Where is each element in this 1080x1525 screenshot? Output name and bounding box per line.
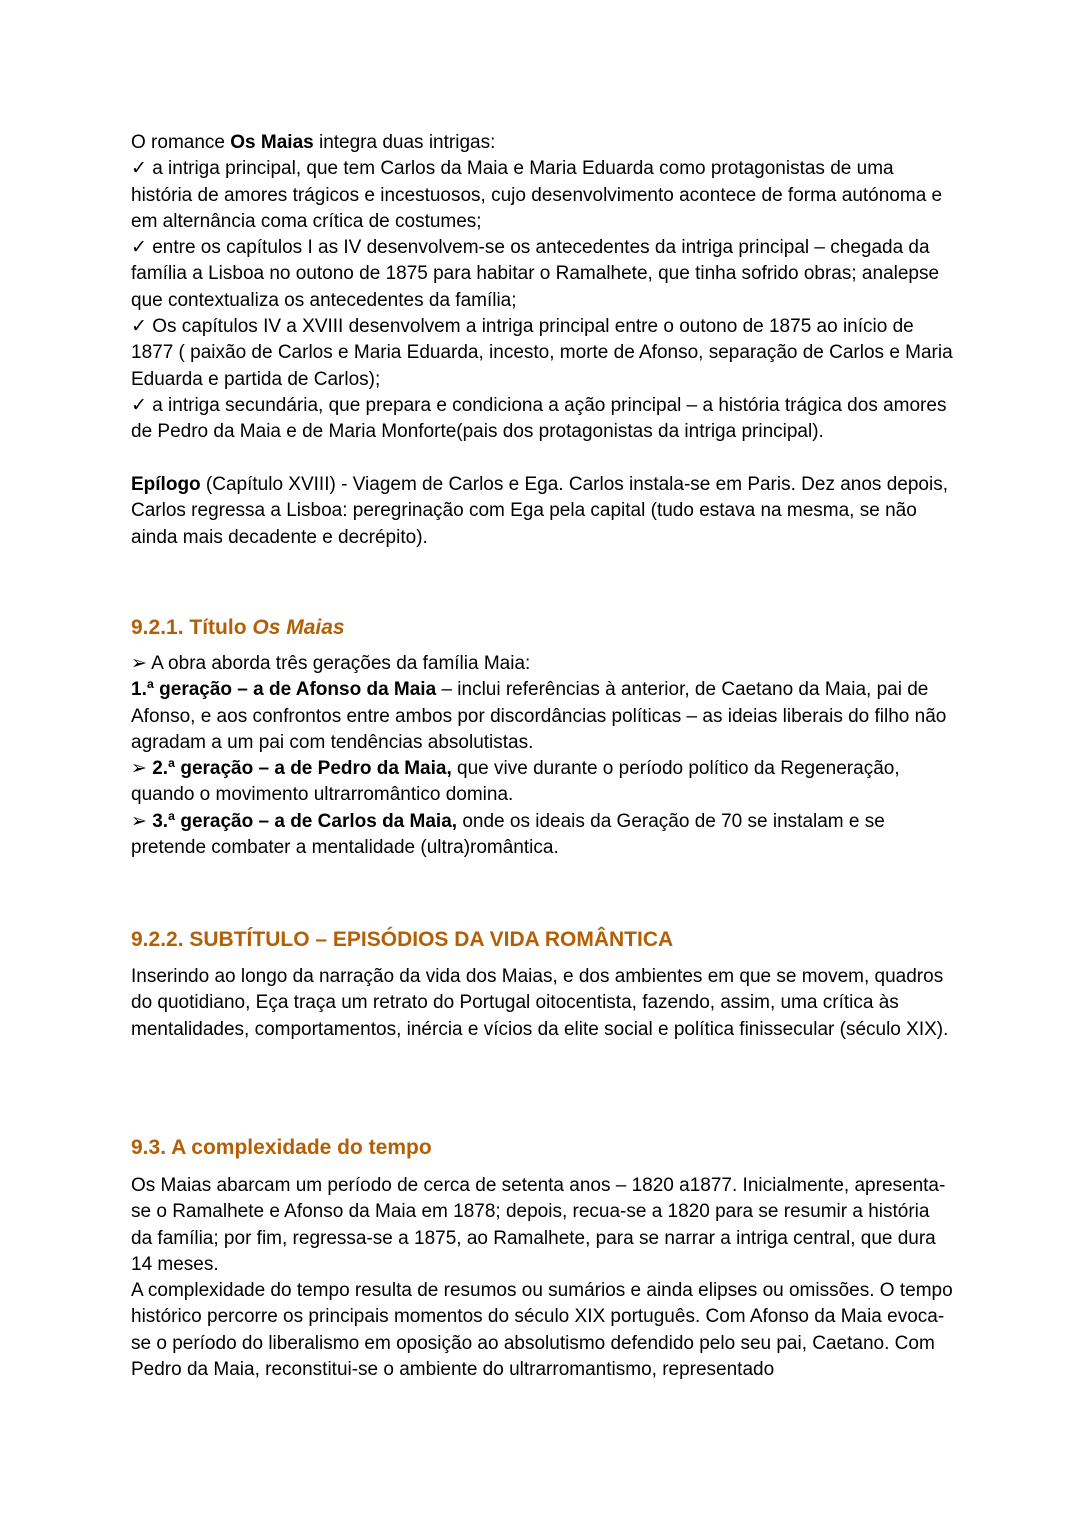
intro-block xyxy=(131,130,953,446)
intro-lead: O romance Os Maias integra duas intrigas: xyxy=(131,132,496,153)
paragraph: A complexidade do tempo resulta de resumos ou sumários e ainda elipses ou omissões. O tempo histórico percorre os principais momentos do século XIX português. Com Afonso da Maia evoca-se o período do liberalismo em oposição ao absolutismo defendido pelo seu pai, Caetano. Com Pedro da Maia, reconstitui-se o ambiente do ultrarromantismo, representado xyxy=(131,1280,953,1381)
paragraph: Os Maias abarcam um período de cerca de setenta anos – 1820 a1877. Inicialmente, apresenta-se o Ramalhete e Afonso da Maia em 1878; depois, recua-se a 1820 para se resumir a história da família; por fim, regressa-se a 1875, ao Ramalhete, para se narrar a intriga central, que dura 14 meses. xyxy=(131,1175,946,1275)
heading-9-3: 9.3. A complexidade do tempo xyxy=(131,1136,432,1159)
list-item: ✓ Os capítulos IV a XVIII desenvolvem a intriga principal entre o outono de 1875 ao início de 1877 ( paixão de Carlos e Maria Eduarda, incesto, morte de Afonso, separação de Carlos e Maria Eduarda e partida de Carlos); xyxy=(131,316,953,390)
generation-1: 1.ª geração – a de Afonso da Maia – inclui referências à anterior, de Caetano da Maia, pai de Afonso, e aos confrontos entre ambos por discordâncias políticas – as ideias liberais do filho não agradam a um pai com tendências absolutistas. xyxy=(131,679,947,753)
book-title: Os Maias xyxy=(230,132,314,153)
heading-9-2-2: 9.2.2. SUBTÍTULO – EPISÓDIOS DA VIDA ROMÂNTICA xyxy=(131,928,674,951)
section-9-2-1-body xyxy=(131,651,953,861)
section-9-2-2-body: Inserindo ao longo da narração da vida dos Maias, e dos ambientes em que se movem, quadros do quotidiano, Eça traça um retrato do Portugal oitocentista, fazendo, assim, uma crítica às mentalidades, comportamentos, inércia e vícios da elite social e política finissecular (século XIX). xyxy=(131,966,949,1040)
list-item: ✓ a intriga secundária, que prepara e condiciona a ação principal – a história trágica dos amores de Pedro da Maia e de Maria Monforte(pais dos protagonistas da intriga principal). xyxy=(131,394,947,443)
generations-intro: ➢ A obra aborda três gerações da família Maia: xyxy=(131,653,531,674)
list-item: ✓ entre os capítulos I as IV desenvolvem-se os antecedentes da intriga principal – chegada da família a Lisboa no outono de 1875 para habitar o Ramalhete, que tinha sofrido obras; analepse que contextualiza os antecedentes da família; xyxy=(131,237,940,311)
generation-2: ➢ 2.ª geração – a de Pedro da Maia, que vive durante o período político da Regeneração, quando o movimento ultrarromântico domina. xyxy=(131,758,900,806)
epilogo-paragraph: Epílogo (Capítulo XVIII) - Viagem de Carlos e Ega. Carlos instala-se em Paris. Dez anos depois, Carlos regressa a Lisboa: peregrinação com Ega pela capital (tudo estava na mesma, se não ainda mais decadente e decrépito). xyxy=(131,474,948,548)
section-9-3-body xyxy=(131,1173,953,1383)
generation-3: ➢ 3.ª geração – a de Carlos da Maia, onde os ideais da Geração de 70 se instalam e se pretende combater a mentalidade (ultra)romântica. xyxy=(131,810,885,859)
list-item: ✓ a intriga principal, que tem Carlos da Maia e Maria Eduarda como protagonistas de uma história de amores trágicos e incestuosos, cujo desenvolvimento acontece de forma autónoma e em alternância coma crítica de costumes; xyxy=(131,158,943,232)
epilogo-label: Epílogo xyxy=(131,474,201,495)
heading-9-2-1: 9.2.1. Título Os Maias xyxy=(131,616,345,639)
